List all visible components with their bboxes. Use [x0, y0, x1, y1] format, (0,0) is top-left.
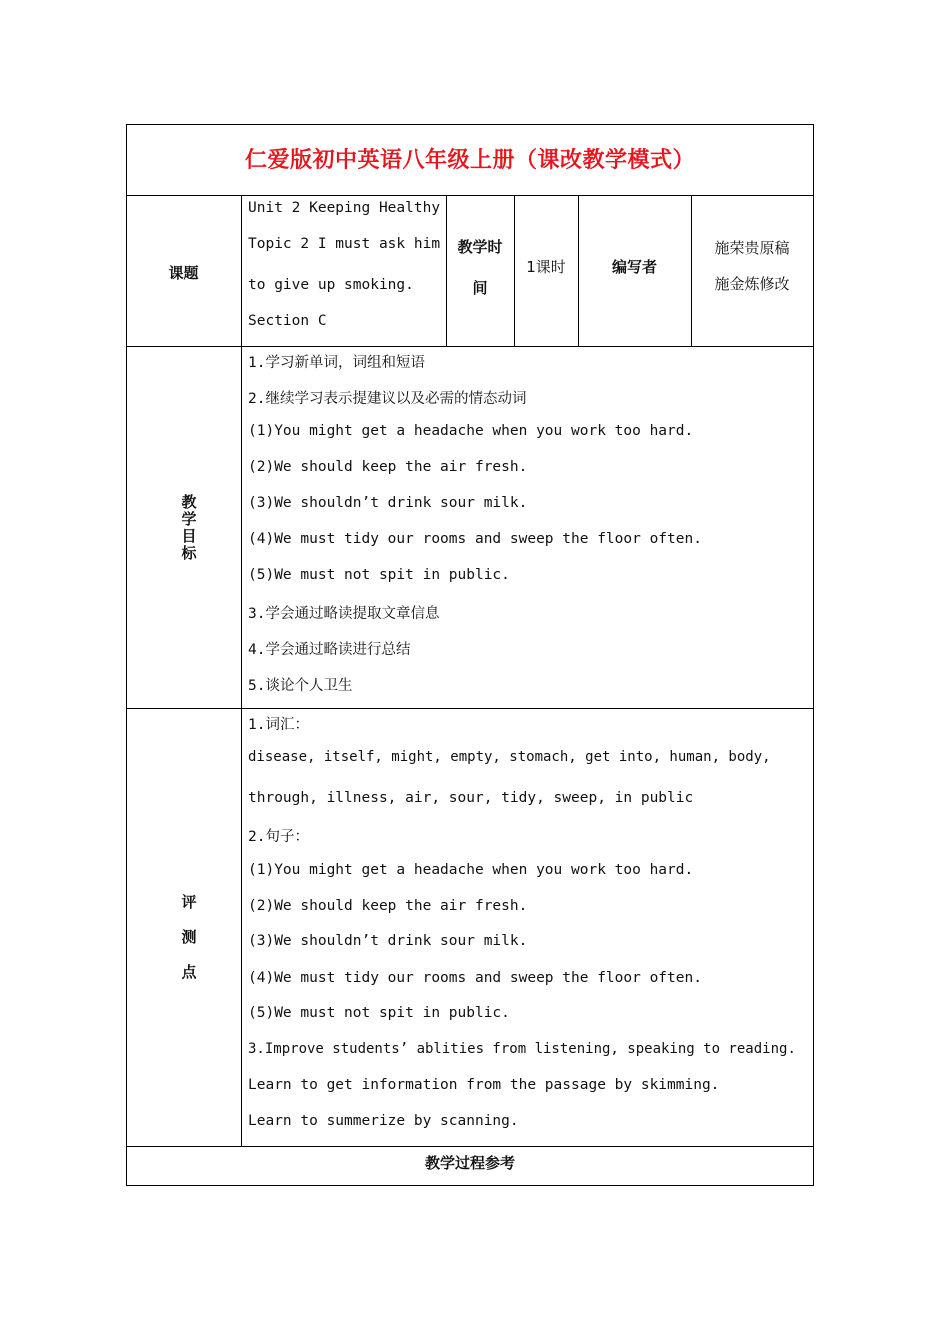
table-col-author-label — [691, 195, 692, 347]
process-reference-heading: 教学过程参考 — [424, 1154, 515, 1172]
table-rule-header — [126, 346, 814, 347]
vocab-heading: 1.词汇： — [248, 717, 309, 733]
table-col-topic — [446, 195, 447, 347]
table-border-left — [126, 124, 127, 1186]
time-value: 1课时 — [526, 258, 566, 276]
objective-line: 2.继续学习表示提建议以及必需的情态动词 — [248, 391, 527, 407]
table-border-top — [126, 124, 814, 125]
objective-line: 5.谈论个人卫生 — [248, 678, 353, 694]
table-col-label — [241, 195, 242, 1147]
assessment-label-char: 评 — [181, 893, 197, 911]
topic-line: Section C — [248, 313, 327, 329]
author-label: 编写者 — [611, 258, 657, 276]
author-line: 施荣贵原稿 — [714, 239, 790, 257]
objectives-label: 教 学 目 标 — [181, 493, 197, 562]
objective-line: (1)You might get a headache when you work too hard. — [248, 423, 694, 439]
objective-line: (2)We should keep the air fresh. — [248, 459, 528, 475]
objective-line: (4)We must tidy our rooms and sweep the floor often. — [248, 531, 702, 547]
sentence-heading: 2.句子： — [248, 829, 309, 845]
vocab-line: disease, itself, might, empty, stomach, get into, human, body, — [248, 749, 771, 765]
assessment-label-char: 测 — [181, 928, 197, 946]
time-label: 教学时 — [457, 238, 503, 256]
table-rule-objectives — [126, 708, 814, 709]
sentence-line: (1)You might get a headache when you work too hard. — [248, 862, 694, 878]
sentence-line: (2)We should keep the air fresh. — [248, 898, 528, 914]
sentence-line: (5)We must not spit in public. — [248, 1005, 510, 1021]
sentence-line: (4)We must tidy our rooms and sweep the floor often. — [248, 970, 702, 986]
table-border-right — [813, 124, 814, 1186]
sentence-line: (3)We shouldn’t drink sour milk. — [248, 933, 528, 949]
time-label: 间 — [472, 279, 488, 297]
objective-line: 4.学会通过略读进行总结 — [248, 642, 411, 658]
topic-line: Topic 2 I must ask him — [248, 236, 441, 252]
table-rule-title — [126, 195, 814, 196]
topic-line: Unit 2 Keeping Healthy — [248, 200, 441, 216]
page-title: 仁爱版初中英语八年级上册（课改教学模式） — [244, 148, 695, 173]
skill-line: Learn to summerize by scanning. — [248, 1113, 519, 1129]
topic-line: to give up smoking. — [248, 277, 414, 293]
assessment-label-char: 点 — [181, 963, 197, 981]
objective-line: 1.学习新单词，词组和短语 — [248, 355, 425, 371]
objective-line: 3.学会通过略读提取文章信息 — [248, 606, 440, 622]
objective-line: (5)We must not spit in public. — [248, 567, 510, 583]
skill-line: Learn to get information from the passage by skimming. — [248, 1077, 720, 1093]
subject-label: 课题 — [168, 264, 199, 282]
table-border-bottom — [126, 1185, 814, 1186]
vocab-line: through, illness, air, sour, tidy, sweep, in public — [248, 790, 694, 806]
table-rule-assessment — [126, 1146, 814, 1147]
objective-line: (3)We shouldn’t drink sour milk. — [248, 495, 528, 511]
author-line: 施金炼修改 — [714, 275, 790, 293]
skill-line: 3.Improve students’ ablities from listening, speaking to reading. — [248, 1041, 796, 1057]
